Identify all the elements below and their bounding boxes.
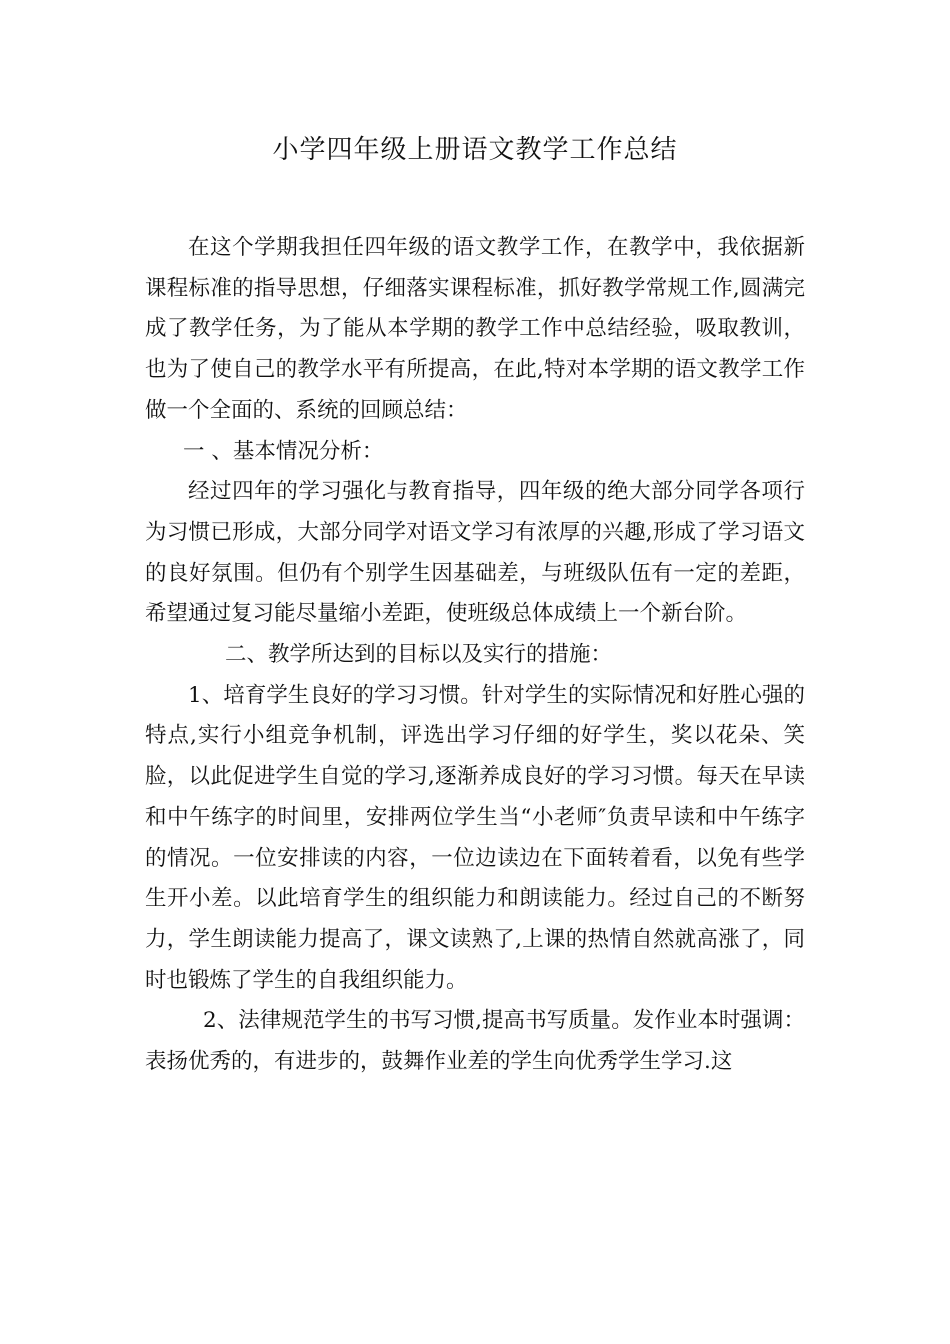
document-body <box>145 228 805 1083</box>
basic-analysis-paragraph: 经过四年的学习强化与教育指导，四年级的绝大部分同学各项行为习惯已形成，大部分同学对语文学习有浓厚的兴趣,形成了学习语文的良好氛围。但仍有个别学生因基础差，与班级队伍有一定的差距，希望通过复习能尽量缩小差距，使班级总体成绩上一个新台阶。 <box>145 479 805 627</box>
goals-item-2-paragraph: 2、法律规范学生的书写习惯,提高书写质量。发作业本时强调：表扬优秀的，有进步的，鼓舞作业差的学生向优秀学生学习.这 <box>145 1008 805 1075</box>
section-heading-goals-measures: 二、教学所达到的目标以及实行的措施： <box>225 642 613 668</box>
intro-paragraph: 在这个学期我担任四年级的语文教学工作，在教学中，我依据新课程标准的指导思想，仔细落实课程标准，抓好教学常规工作,圆满完成了教学任务，为了能从本学期的教学工作中总结经验，吸取教训，也为了使自己的教学水平有所提高，在此,特对本学期的语文教学工作做一个全面的、系统的回顾总结： <box>145 235 805 423</box>
goals-item-1-paragraph: 1、培育学生良好的学习习惯。针对学生的实际情况和好胜心强的特点,实行小组竞争机制，评选出学习仔细的好学生，奖以花朵、笑脸，以此促进学生自觉的学习,逐渐养成良好的学习习惯。每天在早读和中午练字的时间里，安排两位学生当“小老师″负责早读和中午练字的情况。一位安排读的内容，一位边读边在下面转着看，以免有些学生开小差。以此培育学生的组织能力和朗读能力。经过自己的不断努力，学生朗读能力提高了，课文读熟了,上课的热情自然就高涨了，同时也锻炼了学生的自我组织能力。 <box>145 682 805 993</box>
document-title: 小学四年级上册语文教学工作总结 <box>272 135 678 165</box>
section-heading-basic-analysis: 一 、基本情况分析： <box>183 438 384 464</box>
